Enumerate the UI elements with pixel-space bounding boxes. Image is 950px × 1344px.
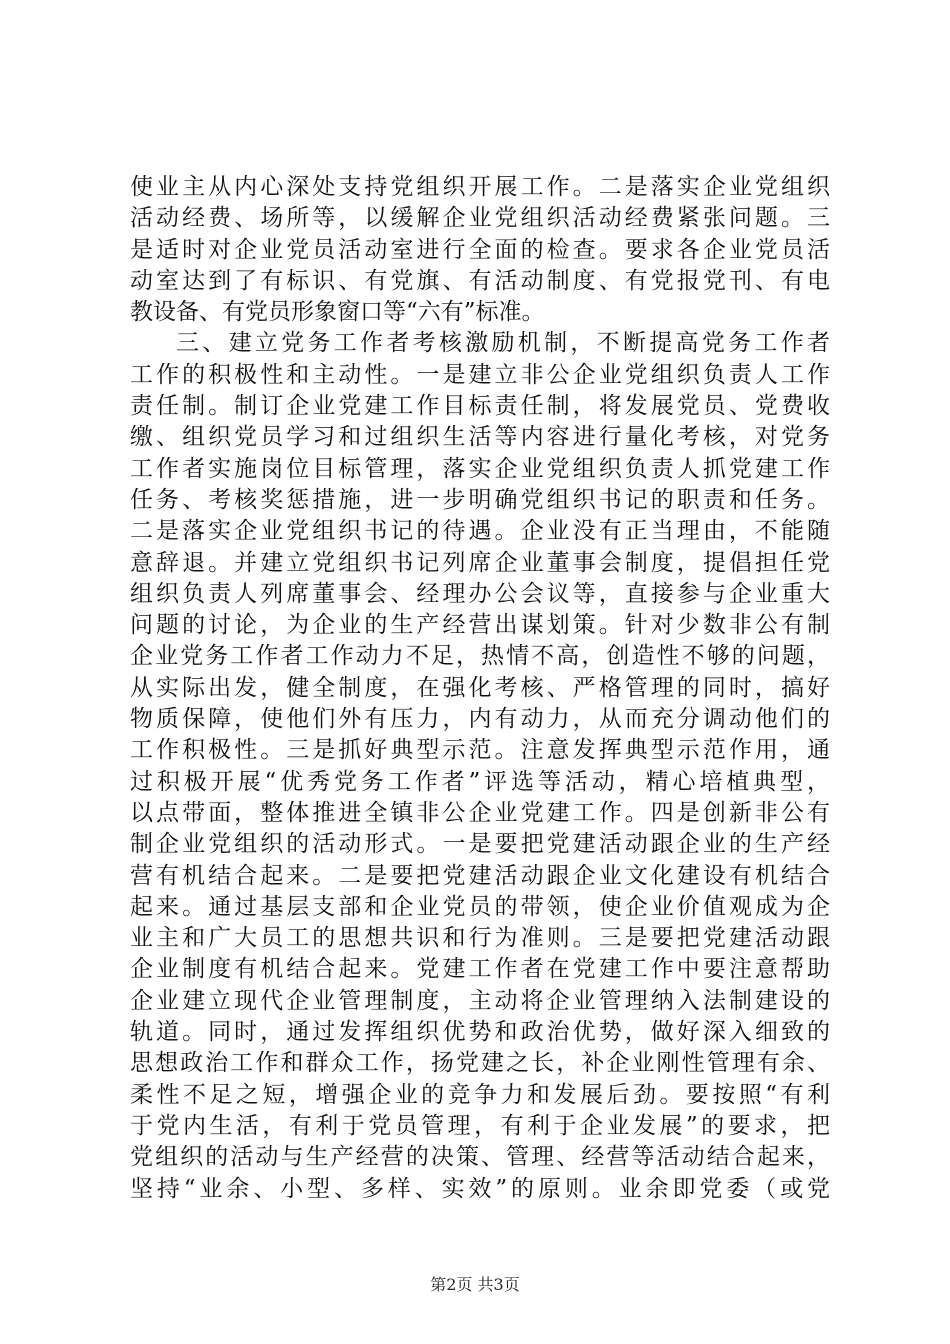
text-line: 动室达到了有标识、有党旗、有活动制度、有党报党刊、有电 <box>130 267 830 294</box>
page-footer <box>0 1275 950 1295</box>
text-line: 从实际出发，健全制度，在强化考核、严格管理的同时，搞好 <box>130 674 830 701</box>
text-line: 教设备、有党员形象窗口等“六有”标准。 <box>130 299 545 326</box>
text-line: 企业建立现代企业管理制度，主动将企业管理纳入法制建设的 <box>130 987 830 1014</box>
text-line: 二是落实企业党组织书记的待遇。企业没有正当理由，不能随 <box>130 518 830 545</box>
text-line: 物质保障，使他们外有压力，内有动力，从而充分调动他们的 <box>130 706 830 733</box>
text-line: 工作的积极性和主动性。一是建立非公企业党组织负责人工作 <box>130 361 830 388</box>
text-line: 三、建立党务工作者考核激励机制，不断提高党务工作者 <box>176 330 830 357</box>
text-line: 责任制。制订企业党建工作目标责任制，将发展党员、党费收 <box>130 393 830 420</box>
text-line: 以点带面，整体推进全镇非公企业党建工作。四是创新非公有 <box>130 799 830 826</box>
text-line: 业主和广大员工的思想共识和行为准则。三是要把党建活动跟 <box>130 925 830 952</box>
text-line: 缴、组织党员学习和过组织生活等内容进行量化考核，对党务 <box>130 424 830 451</box>
text-line: 轨道。同时，通过发挥组织优势和政治优势，做好深入细致的 <box>130 1019 830 1046</box>
text-line: 问题的讨论，为企业的生产经营出谋划策。针对少数非公有制 <box>130 612 830 639</box>
text-line: 制企业党组织的活动形式。一是要把党建活动跟企业的生产经 <box>130 831 830 858</box>
page-number-label: 第2页 共3页 <box>430 1275 520 1294</box>
text-line: 坚持“业余、小型、多样、实效”的原则。业余即党委（或党 <box>130 1175 830 1202</box>
text-line: 思想政治工作和群众工作，扬党建之长，补企业刚性管理有余、 <box>130 1050 830 1077</box>
text-line: 工作积极性。三是抓好典型示范。注意发挥典型示范作用，通 <box>130 737 830 764</box>
text-line: 营有机结合起来。二是要把党建活动跟企业文化建设有机结合 <box>130 862 830 889</box>
text-line: 组织负责人列席董事会、经理办公会议等，直接参与企业重大 <box>130 580 830 607</box>
text-line: 是适时对企业党员活动室进行全面的检查。要求各企业党员活 <box>130 236 830 263</box>
text-line: 党组织的活动与生产经营的决策、管理、经营等活动结合起来， <box>130 1144 830 1171</box>
text-line: 企业党务工作者工作动力不足，热情不高，创造性不够的问题， <box>130 643 830 670</box>
text-line: 工作者实施岗位目标管理，落实企业党组织负责人抓党建工作 <box>130 455 830 482</box>
text-line: 意辞退。并建立党组织书记列席企业董事会制度，提倡担任党 <box>130 549 830 576</box>
text-line: 过积极开展“优秀党务工作者”评选等活动，精心培植典型， <box>130 768 830 795</box>
body-text <box>130 172 830 1205</box>
text-line: 任务、考核奖惩措施，进一步明确党组织书记的职责和任务。 <box>130 486 830 513</box>
text-line: 起来。通过基层支部和企业党员的带领，使企业价值观成为企 <box>130 893 830 920</box>
text-line: 柔性不足之短，增强企业的竞争力和发展后劲。要按照“有利 <box>130 1081 830 1108</box>
text-line: 于党内生活，有利于党员管理，有利于企业发展”的要求，把 <box>130 1112 830 1139</box>
text-line: 企业制度有机结合起来。党建工作者在党建工作中要注意帮助 <box>130 956 830 983</box>
text-line: 使业主从内心深处支持党组织开展工作。二是落实企业党组织 <box>130 174 830 200</box>
text-line: 活动经费、场所等，以缓解企业党组织活动经费紧张问题。三 <box>130 205 830 232</box>
